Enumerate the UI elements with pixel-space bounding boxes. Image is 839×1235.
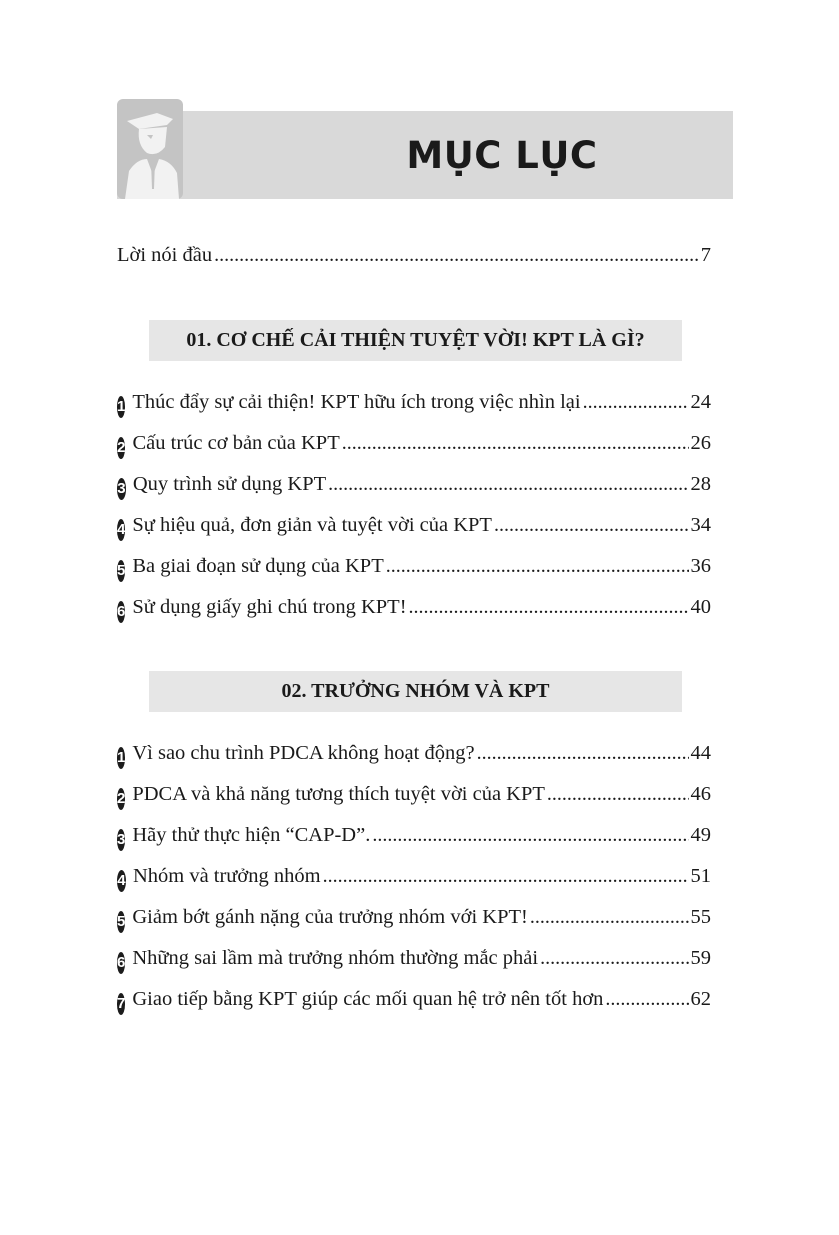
toc-entry-title: Giảm bớt gánh nặng của trưởng nhóm với KPT! bbox=[132, 906, 528, 928]
dot-leader bbox=[477, 742, 689, 765]
item-number-badge: 5 bbox=[117, 560, 125, 582]
item-number-badge: 1 bbox=[117, 747, 125, 769]
toc-entry[interactable] bbox=[117, 906, 711, 936]
toc-entry[interactable] bbox=[117, 596, 711, 626]
toc-entry[interactable] bbox=[117, 244, 711, 274]
toc-entry-title: Sử dụng giấy ghi chú trong KPT! bbox=[132, 596, 407, 618]
toc-entry[interactable] bbox=[117, 865, 711, 895]
item-number-badge: 3 bbox=[117, 478, 126, 500]
dot-leader bbox=[494, 514, 689, 537]
toc-entry-title: Lời nói đầu bbox=[117, 244, 213, 266]
toc-entry-title: Ba giai đoạn sử dụng của KPT bbox=[132, 555, 384, 577]
toc-page-number: 36 bbox=[690, 555, 711, 577]
dot-leader bbox=[386, 555, 689, 578]
dot-leader bbox=[583, 391, 689, 414]
toc-entry-title: Thúc đẩy sự cải thiện! KPT hữu ích trong việc nhìn lại bbox=[132, 391, 581, 413]
toc-entry[interactable] bbox=[117, 783, 711, 813]
dot-leader bbox=[323, 865, 689, 888]
toc-entry-title: PDCA và khả năng tương thích tuyệt vời của KPT bbox=[132, 783, 545, 805]
toc-entry[interactable] bbox=[117, 742, 711, 772]
section-heading: 02. TRƯỞNG NHÓM VÀ KPT bbox=[149, 671, 682, 712]
toc-page-number: 7 bbox=[700, 244, 711, 266]
toc-page-number: 40 bbox=[690, 596, 711, 618]
toc-entry-title: Quy trình sử dụng KPT bbox=[132, 473, 327, 495]
toc-entry[interactable] bbox=[117, 555, 711, 585]
toc-entry-title: Hãy thử thực hiện “CAP-D”. bbox=[132, 824, 371, 846]
toc-page-number: 34 bbox=[690, 514, 711, 536]
toc-entry[interactable] bbox=[117, 473, 711, 503]
toc-page-number: 26 bbox=[690, 432, 711, 454]
toc-entry-title: Giao tiếp bằng KPT giúp các mối quan hệ trở nên tốt hơn bbox=[132, 988, 604, 1010]
toc-entry[interactable] bbox=[117, 391, 711, 421]
dot-leader bbox=[605, 988, 688, 1011]
dot-leader bbox=[214, 244, 699, 267]
page-title: MỤC LỤC bbox=[406, 133, 598, 177]
dot-leader bbox=[342, 432, 689, 455]
toc-entry[interactable] bbox=[117, 947, 711, 977]
item-number-badge: 6 bbox=[117, 952, 125, 974]
toc-entry-title: Những sai lầm mà trưởng nhóm thường mắc phải bbox=[132, 947, 539, 969]
toc-entry-title: Vì sao chu trình PDCA không hoạt động? bbox=[132, 742, 475, 764]
item-number-badge: 2 bbox=[117, 788, 125, 810]
dot-leader bbox=[328, 473, 688, 496]
dot-leader bbox=[372, 824, 688, 847]
dot-leader bbox=[409, 596, 689, 619]
toc-entry[interactable] bbox=[117, 988, 711, 1018]
item-number-badge: 5 bbox=[117, 911, 125, 933]
toc-entry-title: Nhóm và trưởng nhóm bbox=[132, 865, 321, 887]
toc-page-number: 28 bbox=[690, 473, 711, 495]
toc-page-number: 59 bbox=[690, 947, 711, 969]
toc-entry[interactable] bbox=[117, 514, 711, 544]
toc-page-number: 44 bbox=[690, 742, 711, 764]
toc-entry-title: Cấu trúc cơ bản của KPT bbox=[132, 432, 340, 454]
item-number-badge: 6 bbox=[117, 601, 125, 623]
toc-entry[interactable] bbox=[117, 432, 711, 462]
toc-entry[interactable] bbox=[117, 824, 711, 854]
item-number-badge: 4 bbox=[117, 519, 125, 541]
toc-page-number: 51 bbox=[690, 865, 711, 887]
toc-page-number: 49 bbox=[690, 824, 711, 846]
item-number-badge: 3 bbox=[117, 829, 125, 851]
item-number-badge: 1 bbox=[117, 396, 125, 418]
item-number-badge: 2 bbox=[117, 437, 125, 459]
dot-leader bbox=[540, 947, 688, 970]
dot-leader bbox=[530, 906, 689, 929]
item-number-badge: 4 bbox=[117, 870, 126, 892]
dot-leader bbox=[547, 783, 689, 806]
toc-entry-title: Sự hiệu quả, đơn giản và tuyệt vời của KPT bbox=[132, 514, 492, 536]
toc-page-number: 24 bbox=[690, 391, 711, 413]
toc-page-number: 46 bbox=[690, 783, 711, 805]
toc-page-number: 62 bbox=[690, 988, 711, 1010]
toc-page-number: 55 bbox=[690, 906, 711, 928]
item-number-badge: 7 bbox=[117, 993, 125, 1015]
section-heading: 01. CƠ CHẾ CẢI THIỆN TUYỆT VỜI! KPT LÀ GÌ? bbox=[149, 320, 682, 361]
